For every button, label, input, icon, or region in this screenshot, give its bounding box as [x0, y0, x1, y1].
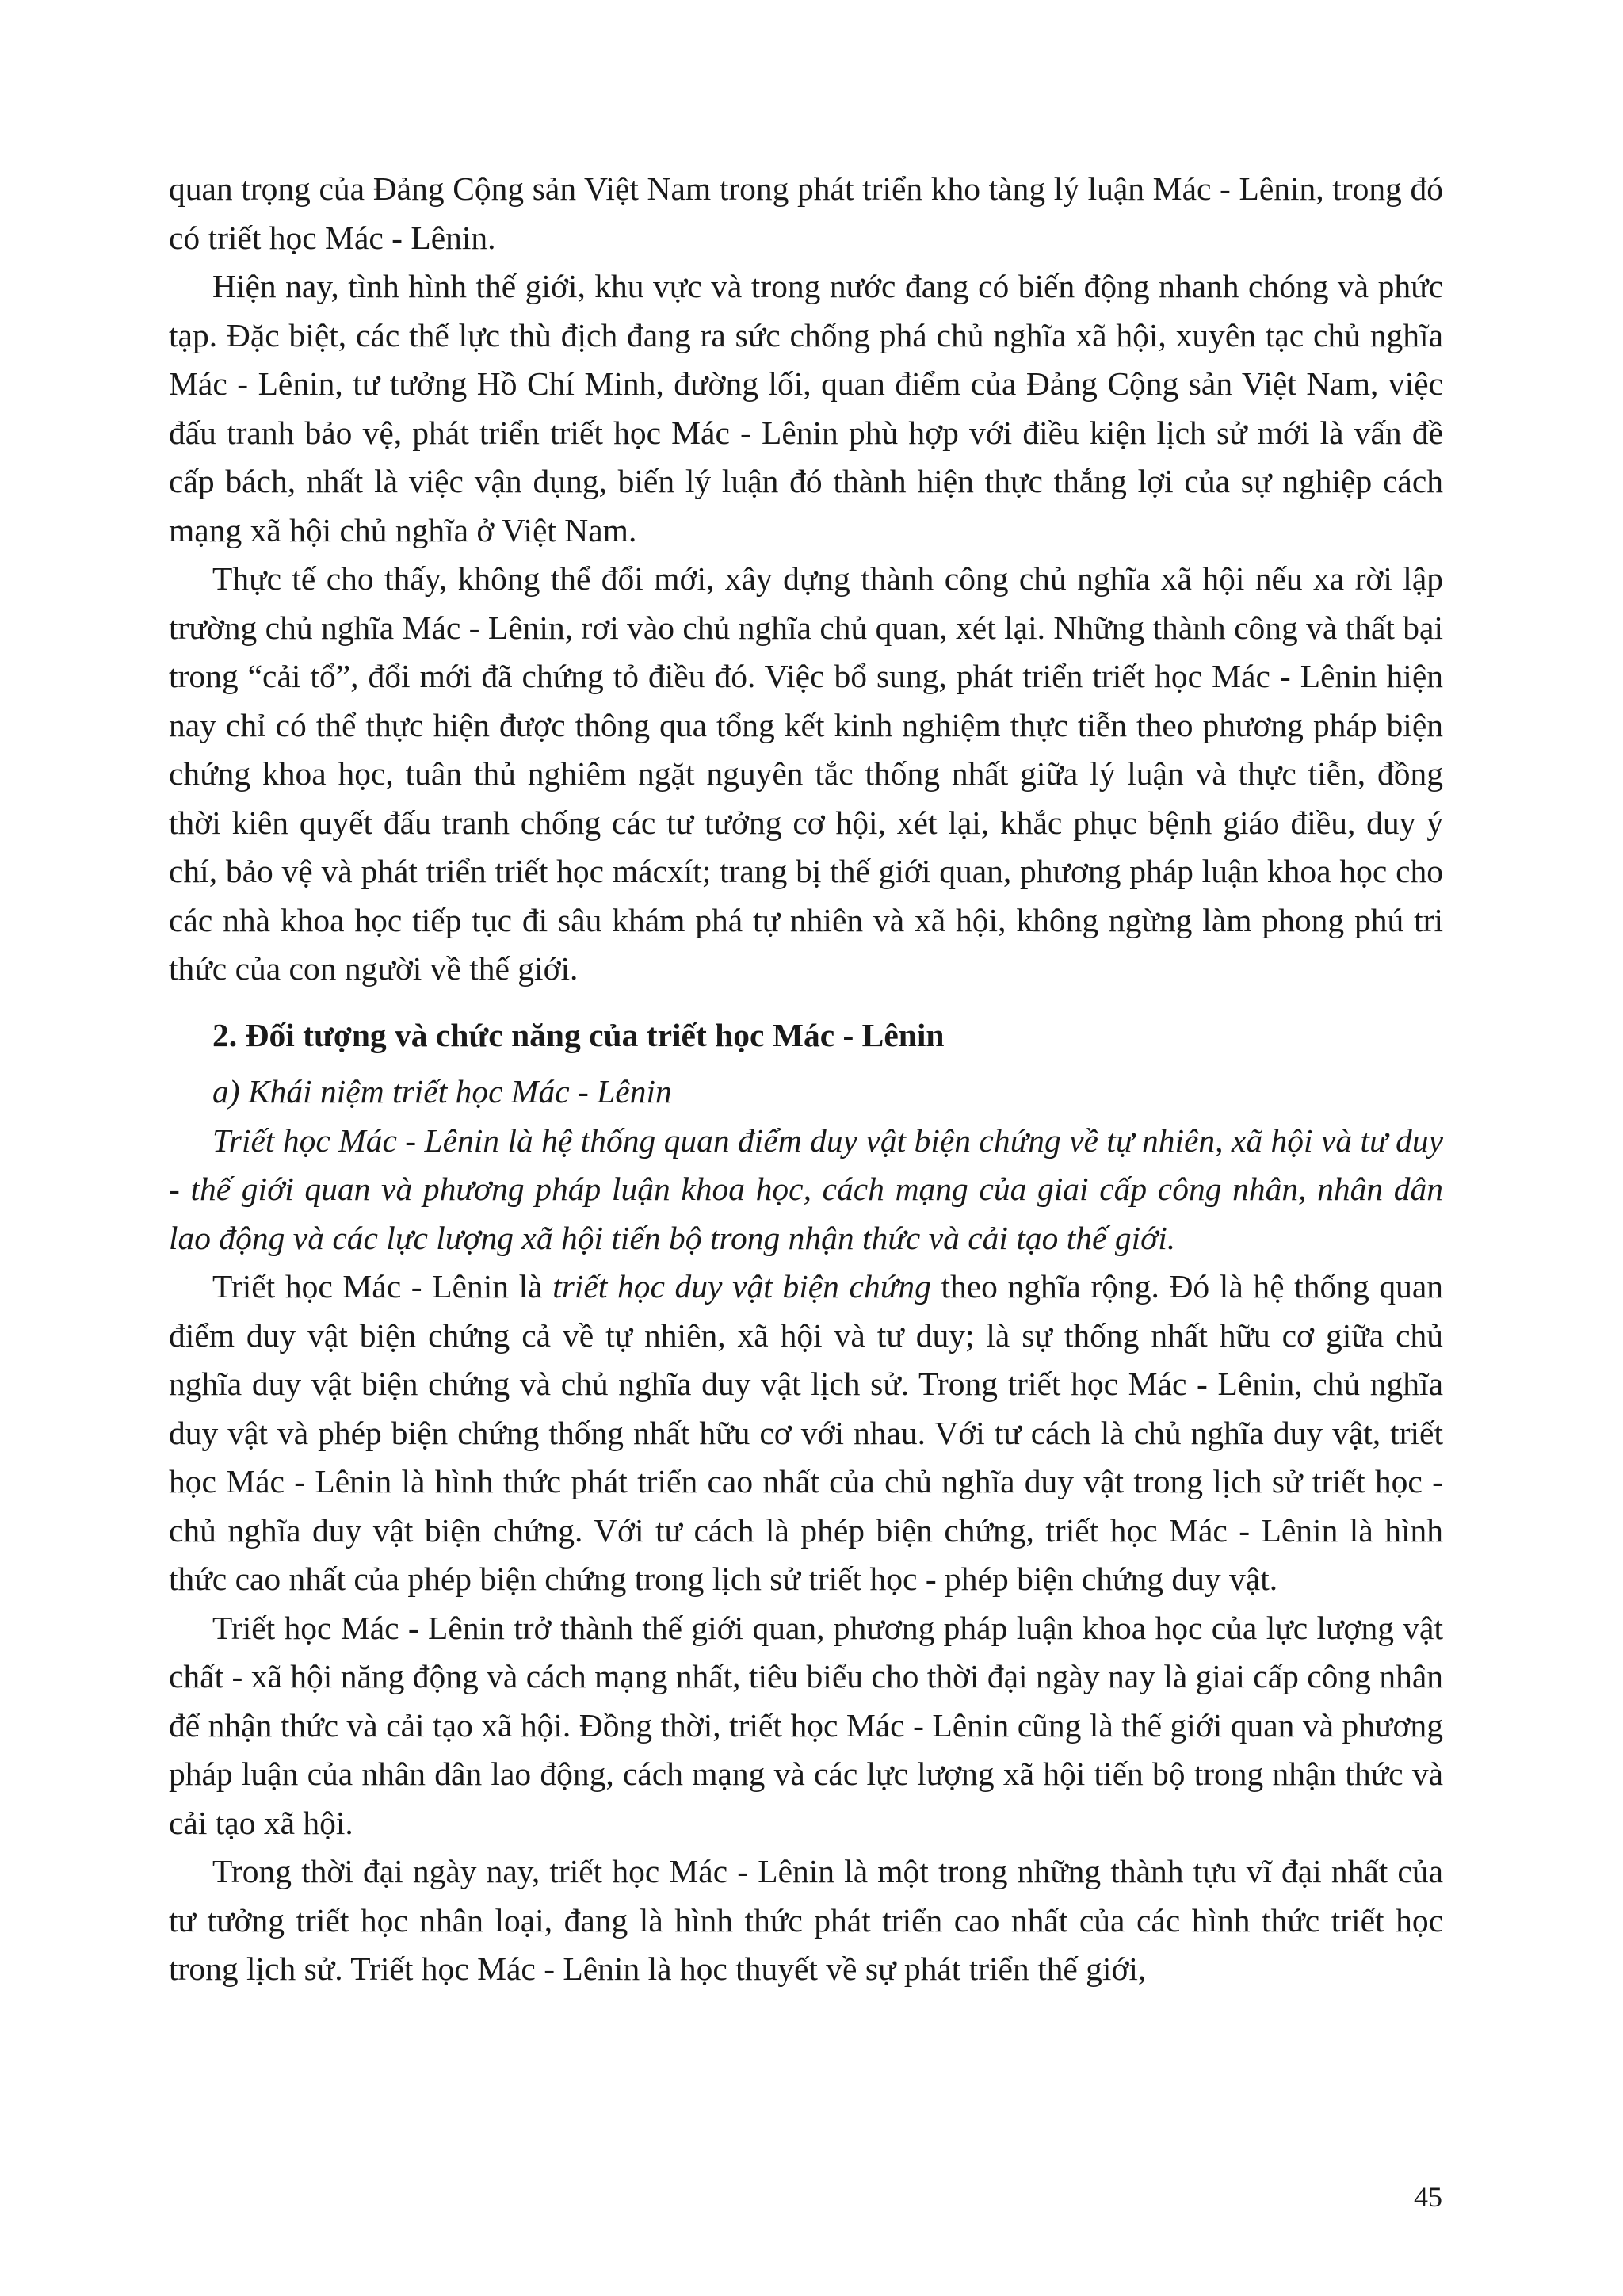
paragraph: Thực tế cho thấy, không thể đổi mới, xây dựng thành công chủ nghĩa xã hội nếu xa rời lập trường chủ nghĩa Mác - Lênin, rơi vào chủ nghĩa chủ quan, xét lại. Những thành công và thất bại trong “cải tổ”, đổi mới đã chứng tỏ điều đó. Việc bổ sung, phát triển triết học Mác - Lênin hiện nay chỉ có thể thực hiện được thông qua tổng kết kinh nghiệm thực tiễn theo phương pháp biện chứng khoa học, tuân thủ nghiêm ngặt nguyên tắc thống nhất giữa lý luận và thực tiễn, đồng thời kiên quyết đấu tranh chống các tư tưởng cơ hội, xét lại, khắc phục bệnh giáo điều, duy ý chí, bảo vệ và phát triển triết học mácxít; trang bị thế giới quan, phương pháp luận khoa học cho các nhà khoa học tiếp tục đi sâu khám phá tự nhiên và xã hội, không ngừng làm phong phú tri thức của con người về thế giới.: [169, 560, 1443, 987]
paragraph: Trong thời đại ngày nay, triết học Mác - Lênin là một trong những thành tựu vĩ đại nhất của tư tưởng triết học nhân loại, đang là hình thức phát triển cao nhất của các hình thức triết học trong lịch sử. Triết học Mác - Lênin là học thuyết về sự phát triển thế giới,: [169, 1853, 1443, 1987]
paragraph-continued: quan trọng của Đảng Cộng sản Việt Nam trong phát triển kho tàng lý luận Mác - Lênin, trong đó có triết học Mác - Lênin.: [169, 170, 1443, 256]
paragraph-text: Triết học Mác - Lênin là: [212, 1268, 553, 1305]
definition-paragraph: Triết học Mác - Lênin là hệ thống quan điểm duy vật biện chứng về tự nhiên, xã hội và tư duy - thế giới quan và phương pháp luận khoa học, cách mạng của giai cấp công nhân, nhân dân lao động và các lực lượng xã hội tiến bộ trong nhận thức và cải tạo thế giới.: [169, 1121, 1443, 1256]
paragraph: Triết học Mác - Lênin trở thành thế giới quan, phương pháp luận khoa học của lực lượng vật chất - xã hội năng động và cách mạng nhất, tiêu biểu cho thời đại ngày nay là giai cấp công nhân để nhận thức và cải tạo xã hội. Đồng thời, triết học Mác - Lênin cũng là thế giới quan và phương pháp luận của nhân dân lao động, cách mạng và các lực lượng xã hội tiến bộ trong nhận thức và cải tạo xã hội.: [169, 1609, 1443, 1841]
paragraph: Hiện nay, tình hình thế giới, khu vực và trong nước đang có biến động nhanh chóng và phức tạp. Đặc biệt, các thế lực thù địch đang ra sức chống phá chủ nghĩa xã hội, xuyên tạc chủ nghĩa Mác - Lênin, tư tưởng Hồ Chí Minh, đường lối, quan điểm của Đảng Cộng sản Việt Nam, việc đấu tranh bảo vệ, phát triển triết học Mác - Lênin phù hợp với điều kiện lịch sử mới là vấn đề cấp bách, nhất là việc vận dụng, biến lý luận đó thành hiện thực thắng lợi của sự nghiệp cách mạng xã hội chủ nghĩa ở Việt Nam.: [169, 268, 1443, 548]
page-number: 45: [1414, 2181, 1442, 2213]
page-body: [169, 165, 1443, 1994]
paragraph-text: theo nghĩa rộng. Đó là hệ thống quan điểm duy vật biện chứng cả về tự nhiên, xã hội và tư duy; là sự thống nhất hữu cơ giữa chủ nghĩa duy vật biện chứng và chủ nghĩa duy vật lịch sử. Trong triết học Mác - Lênin, chủ nghĩa duy vật và phép biện chứng thống nhất hữu cơ với nhau. Với tư cách là chủ nghĩa duy vật, triết học Mác - Lênin là hình thức phát triển cao nhất của chủ nghĩa duy vật trong lịch sử triết học - chủ nghĩa duy vật biện chứng. Với tư cách là phép biện chứng, triết học Mác - Lênin là hình thức cao nhất của phép biện chứng trong lịch sử triết học - phép biện chứng duy vật.: [169, 1268, 1444, 1597]
paragraph: [169, 1263, 1443, 1604]
subsection-heading: a) Khái niệm triết học Mác - Lênin: [212, 1073, 672, 1110]
emphasis-text: triết học duy vật biện chứng: [552, 1268, 931, 1305]
section-heading: 2. Đối tượng và chức năng của triết học Mác - Lênin: [212, 1016, 945, 1053]
